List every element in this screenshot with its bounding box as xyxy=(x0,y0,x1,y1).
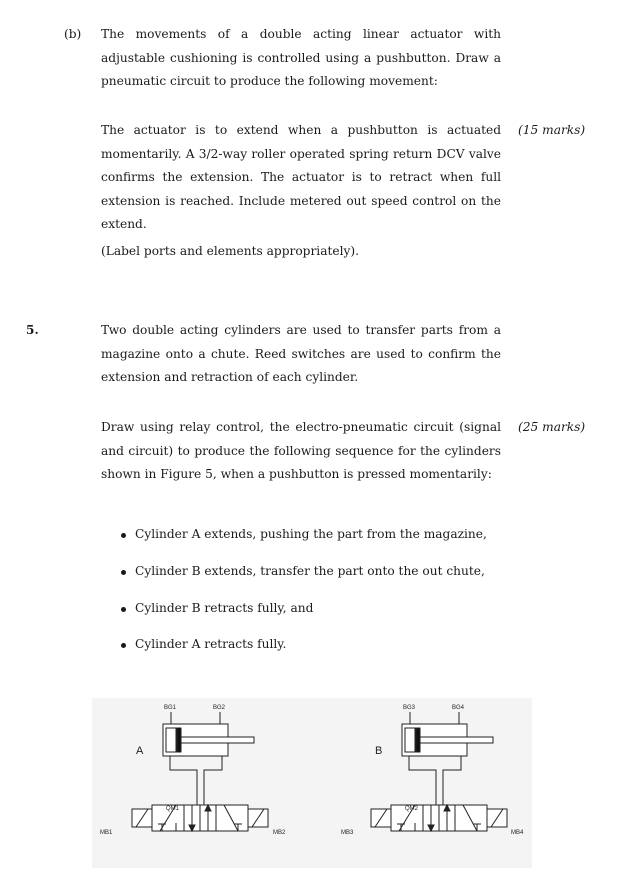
solenoid-label-mb2: MB2 xyxy=(273,830,286,836)
rod-b-icon xyxy=(420,737,493,743)
piston-a-icon xyxy=(177,728,181,752)
valve-qm2-right-envelope xyxy=(455,805,487,831)
sensor-label-bg4: BG4 xyxy=(452,705,465,711)
cylinder-b-letter: B xyxy=(375,745,383,757)
part-b-requirement: The actuator is to extend when a pushbutton is actuated momentarily. A 3/2-way roller operated spring return DCV valve confirms the extension. The actuator is to retract when full extension is reached. Include metered out speed control on the extend. xyxy=(101,123,501,231)
valve-label-qm1: QM1 xyxy=(166,806,180,812)
list-item xyxy=(101,560,521,597)
sequence-step: Cylinder B extends, transfer the part onto the out chute, xyxy=(135,563,485,578)
piston-b-icon xyxy=(416,728,420,752)
valve-qm1-right-envelope xyxy=(216,805,248,831)
sequence-step: Cylinder B retracts fully, and xyxy=(135,600,314,615)
figure-5-diagram xyxy=(92,698,532,868)
part-b-marks: (15 marks) xyxy=(518,123,586,137)
sensor-label-bg1: BG1 xyxy=(164,705,177,711)
bullet-icon xyxy=(121,533,126,538)
question-5-intro: Two double acting cylinders are used to transfer parts from a magazine onto a chute. Reed switches are used to confirm the extension and retraction of each cylinder. xyxy=(101,323,501,384)
question-5-number: 5. xyxy=(26,323,39,337)
part-b-note: (Label ports and elements appropriately). xyxy=(101,244,359,258)
list-item xyxy=(101,633,521,670)
valve-label-qm2: QM2 xyxy=(405,806,419,812)
bullet-icon xyxy=(121,570,126,575)
bullet-icon xyxy=(121,607,126,612)
solenoid-label-mb4: MB4 xyxy=(511,830,524,836)
question-5-instruction: Draw using relay control, the electro-pneumatic circuit (signal and circuit) to produce the following sequence for the cylinders shown in Figure 5, when a pushbutton is pressed momentarily: xyxy=(101,420,501,481)
list-item xyxy=(101,523,521,560)
part-b-label: (b) xyxy=(64,27,82,41)
sensor-label-bg3: BG3 xyxy=(403,705,416,711)
solenoid-label-mb3: MB3 xyxy=(341,830,354,836)
sequence-list xyxy=(101,523,521,670)
cylinder-a-letter: A xyxy=(136,745,144,757)
rod-a-icon xyxy=(181,737,254,743)
sequence-step: Cylinder A retracts fully. xyxy=(135,637,287,652)
list-item xyxy=(101,597,521,634)
part-b-intro: The movements of a double acting linear actuator with adjustable cushioning is controlled using a pushbutton. Draw a pneumatic circuit to produce the following movement: xyxy=(101,27,501,88)
sequence-step: Cylinder A extends, pushing the part from the magazine, xyxy=(135,527,487,541)
bullet-icon xyxy=(121,643,126,648)
question-5-marks: (25 marks) xyxy=(518,420,586,434)
sensor-label-bg2: BG2 xyxy=(213,705,226,711)
solenoid-label-mb1: MB1 xyxy=(100,830,113,836)
